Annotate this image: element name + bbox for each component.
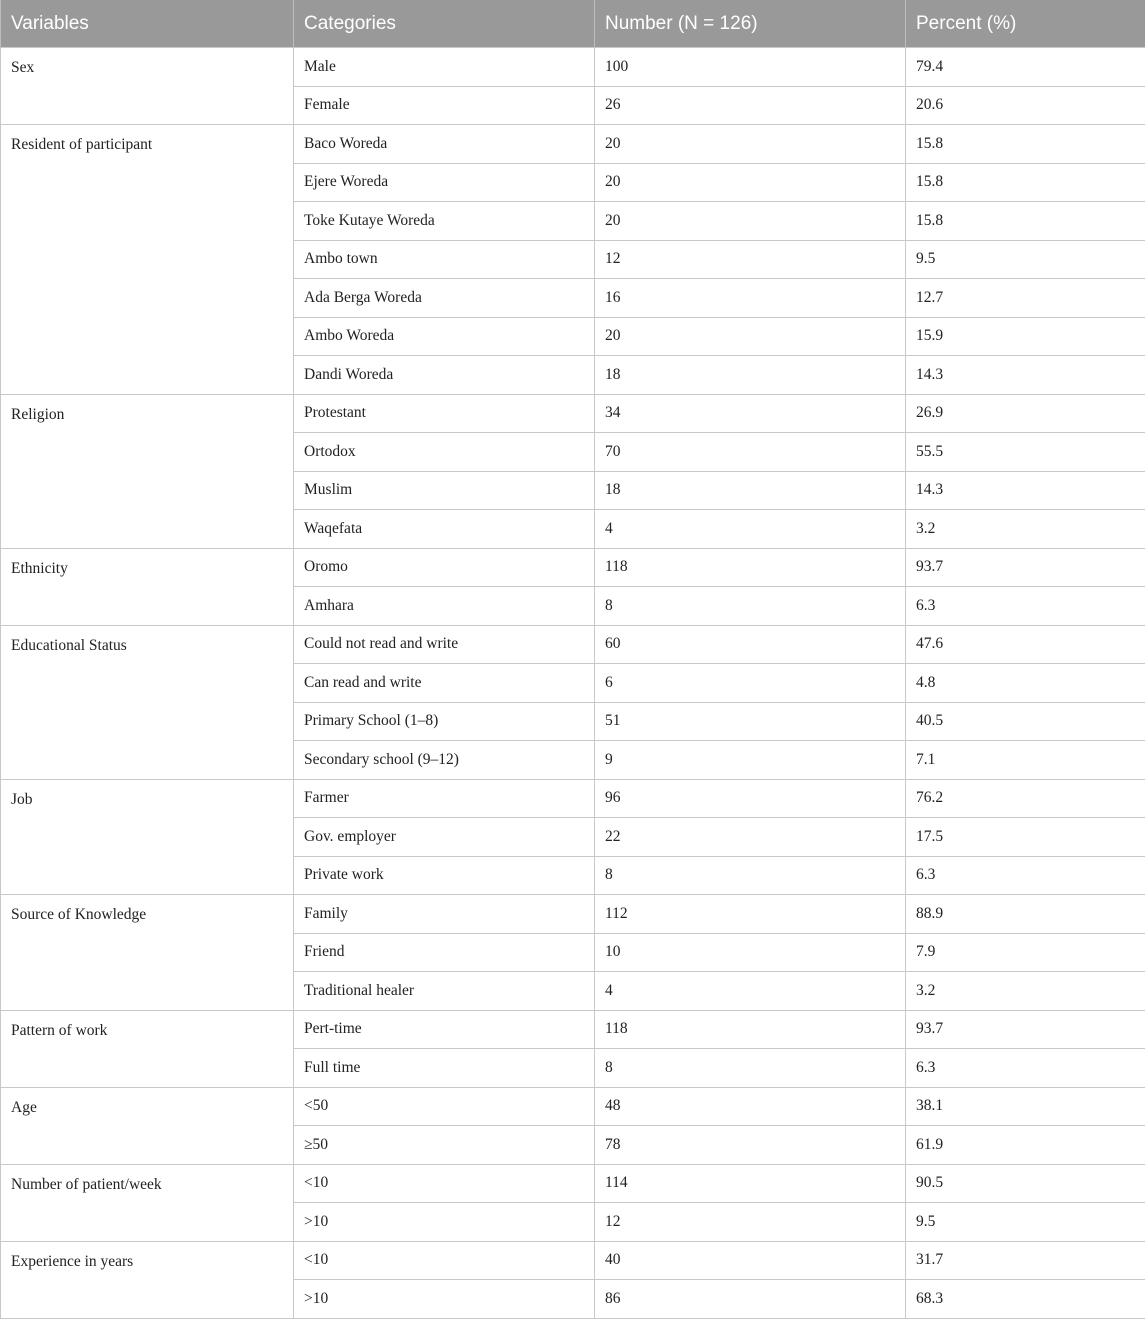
table-row bbox=[1, 779, 1145, 818]
number-cell: 20 bbox=[595, 125, 906, 164]
percent-cell: 76.2 bbox=[906, 779, 1145, 818]
category-cell: Protestant bbox=[294, 394, 595, 433]
variable-cell: Resident of participant bbox=[1, 125, 294, 395]
percent-cell: 20.6 bbox=[906, 86, 1145, 125]
number-cell: 16 bbox=[595, 279, 906, 318]
percent-cell: 26.9 bbox=[906, 394, 1145, 433]
percent-cell: 55.5 bbox=[906, 433, 1145, 472]
category-cell: Ada Berga Woreda bbox=[294, 279, 595, 318]
category-cell: Dandi Woreda bbox=[294, 356, 595, 395]
percent-cell: 47.6 bbox=[906, 625, 1145, 664]
variable-cell: Ethnicity bbox=[1, 548, 294, 625]
category-cell: Traditional healer bbox=[294, 972, 595, 1011]
percent-cell: 9.5 bbox=[906, 1203, 1145, 1242]
category-cell: Female bbox=[294, 86, 595, 125]
number-cell: 100 bbox=[595, 48, 906, 87]
table-row bbox=[1, 394, 1145, 433]
variable-cell: Source of Knowledge bbox=[1, 895, 294, 1011]
table-row bbox=[1, 1241, 1145, 1280]
number-cell: 6 bbox=[595, 664, 906, 703]
number-cell: 96 bbox=[595, 779, 906, 818]
number-cell: 26 bbox=[595, 86, 906, 125]
number-cell: 18 bbox=[595, 471, 906, 510]
category-cell: Family bbox=[294, 895, 595, 934]
percent-cell: 38.1 bbox=[906, 1087, 1145, 1126]
table-header bbox=[1, 0, 1145, 48]
number-cell: 60 bbox=[595, 625, 906, 664]
number-cell: 10 bbox=[595, 933, 906, 972]
number-cell: 20 bbox=[595, 317, 906, 356]
number-cell: 112 bbox=[595, 895, 906, 934]
table-row bbox=[1, 625, 1145, 664]
category-cell: Oromo bbox=[294, 548, 595, 587]
number-cell: 48 bbox=[595, 1087, 906, 1126]
table-body bbox=[1, 48, 1145, 1319]
table-row bbox=[1, 1164, 1145, 1203]
table-row bbox=[1, 895, 1145, 934]
category-cell: Private work bbox=[294, 856, 595, 895]
table-row bbox=[1, 125, 1145, 164]
category-cell: Male bbox=[294, 48, 595, 87]
category-cell: Gov. employer bbox=[294, 818, 595, 857]
percent-cell: 4.8 bbox=[906, 664, 1145, 703]
header-categories: Categories bbox=[294, 0, 595, 48]
percent-cell: 14.3 bbox=[906, 471, 1145, 510]
category-cell: Ortodox bbox=[294, 433, 595, 472]
category-cell: Friend bbox=[294, 933, 595, 972]
percent-cell: 14.3 bbox=[906, 356, 1145, 395]
percent-cell: 3.2 bbox=[906, 510, 1145, 549]
category-cell: Full time bbox=[294, 1049, 595, 1088]
header-number: Number (N = 126) bbox=[595, 0, 906, 48]
number-cell: 18 bbox=[595, 356, 906, 395]
category-cell: Farmer bbox=[294, 779, 595, 818]
category-cell: Could not read and write bbox=[294, 625, 595, 664]
percent-cell: 40.5 bbox=[906, 702, 1145, 741]
category-cell: ≥50 bbox=[294, 1126, 595, 1165]
number-cell: 20 bbox=[595, 163, 906, 202]
number-cell: 86 bbox=[595, 1280, 906, 1319]
percent-cell: 68.3 bbox=[906, 1280, 1145, 1319]
percent-cell: 6.3 bbox=[906, 856, 1145, 895]
percent-cell: 79.4 bbox=[906, 48, 1145, 87]
category-cell: Can read and write bbox=[294, 664, 595, 703]
variable-cell: Age bbox=[1, 1087, 294, 1164]
number-cell: 70 bbox=[595, 433, 906, 472]
table-row bbox=[1, 1087, 1145, 1126]
number-cell: 8 bbox=[595, 856, 906, 895]
percent-cell: 6.3 bbox=[906, 1049, 1145, 1088]
number-cell: 51 bbox=[595, 702, 906, 741]
category-cell: Ambo Woreda bbox=[294, 317, 595, 356]
header-row bbox=[1, 0, 1145, 48]
percent-cell: 6.3 bbox=[906, 587, 1145, 626]
percent-cell: 88.9 bbox=[906, 895, 1145, 934]
category-cell: <50 bbox=[294, 1087, 595, 1126]
variable-cell: Pattern of work bbox=[1, 1010, 294, 1087]
number-cell: 9 bbox=[595, 741, 906, 780]
percent-cell: 9.5 bbox=[906, 240, 1145, 279]
variable-cell: Sex bbox=[1, 48, 294, 125]
number-cell: 8 bbox=[595, 1049, 906, 1088]
number-cell: 8 bbox=[595, 587, 906, 626]
variable-cell: Job bbox=[1, 779, 294, 895]
category-cell: Toke Kutaye Woreda bbox=[294, 202, 595, 241]
percent-cell: 61.9 bbox=[906, 1126, 1145, 1165]
number-cell: 12 bbox=[595, 240, 906, 279]
percent-cell: 15.8 bbox=[906, 125, 1145, 164]
variable-cell: Religion bbox=[1, 394, 294, 548]
percent-cell: 17.5 bbox=[906, 818, 1145, 857]
number-cell: 34 bbox=[595, 394, 906, 433]
category-cell: >10 bbox=[294, 1280, 595, 1319]
percent-cell: 93.7 bbox=[906, 548, 1145, 587]
category-cell: Waqefata bbox=[294, 510, 595, 549]
category-cell: Muslim bbox=[294, 471, 595, 510]
number-cell: 78 bbox=[595, 1126, 906, 1165]
percent-cell: 3.2 bbox=[906, 972, 1145, 1011]
percent-cell: 15.8 bbox=[906, 202, 1145, 241]
number-cell: 118 bbox=[595, 1010, 906, 1049]
number-cell: 20 bbox=[595, 202, 906, 241]
variable-cell: Experience in years bbox=[1, 1241, 294, 1318]
percent-cell: 7.9 bbox=[906, 933, 1145, 972]
percent-cell: 93.7 bbox=[906, 1010, 1145, 1049]
percent-cell: 15.9 bbox=[906, 317, 1145, 356]
header-variables: Variables bbox=[1, 0, 294, 48]
number-cell: 114 bbox=[595, 1164, 906, 1203]
category-cell: Amhara bbox=[294, 587, 595, 626]
number-cell: 4 bbox=[595, 510, 906, 549]
category-cell: <10 bbox=[294, 1164, 595, 1203]
table-row bbox=[1, 1010, 1145, 1049]
header-percent: Percent (%) bbox=[906, 0, 1145, 48]
category-cell: Secondary school (9–12) bbox=[294, 741, 595, 780]
number-cell: 118 bbox=[595, 548, 906, 587]
percent-cell: 90.5 bbox=[906, 1164, 1145, 1203]
percent-cell: 31.7 bbox=[906, 1241, 1145, 1280]
category-cell: Primary School (1–8) bbox=[294, 702, 595, 741]
percent-cell: 15.8 bbox=[906, 163, 1145, 202]
variable-cell: Number of patient/week bbox=[1, 1164, 294, 1241]
number-cell: 40 bbox=[595, 1241, 906, 1280]
number-cell: 4 bbox=[595, 972, 906, 1011]
category-cell: Ambo town bbox=[294, 240, 595, 279]
number-cell: 22 bbox=[595, 818, 906, 857]
category-cell: Baco Woreda bbox=[294, 125, 595, 164]
category-cell: Ejere Woreda bbox=[294, 163, 595, 202]
table-row bbox=[1, 48, 1145, 87]
number-cell: 12 bbox=[595, 1203, 906, 1242]
variable-cell: Educational Status bbox=[1, 625, 294, 779]
category-cell: Pert-time bbox=[294, 1010, 595, 1049]
table-row bbox=[1, 548, 1145, 587]
category-cell: >10 bbox=[294, 1203, 595, 1242]
percent-cell: 7.1 bbox=[906, 741, 1145, 780]
percent-cell: 12.7 bbox=[906, 279, 1145, 318]
category-cell: <10 bbox=[294, 1241, 595, 1280]
